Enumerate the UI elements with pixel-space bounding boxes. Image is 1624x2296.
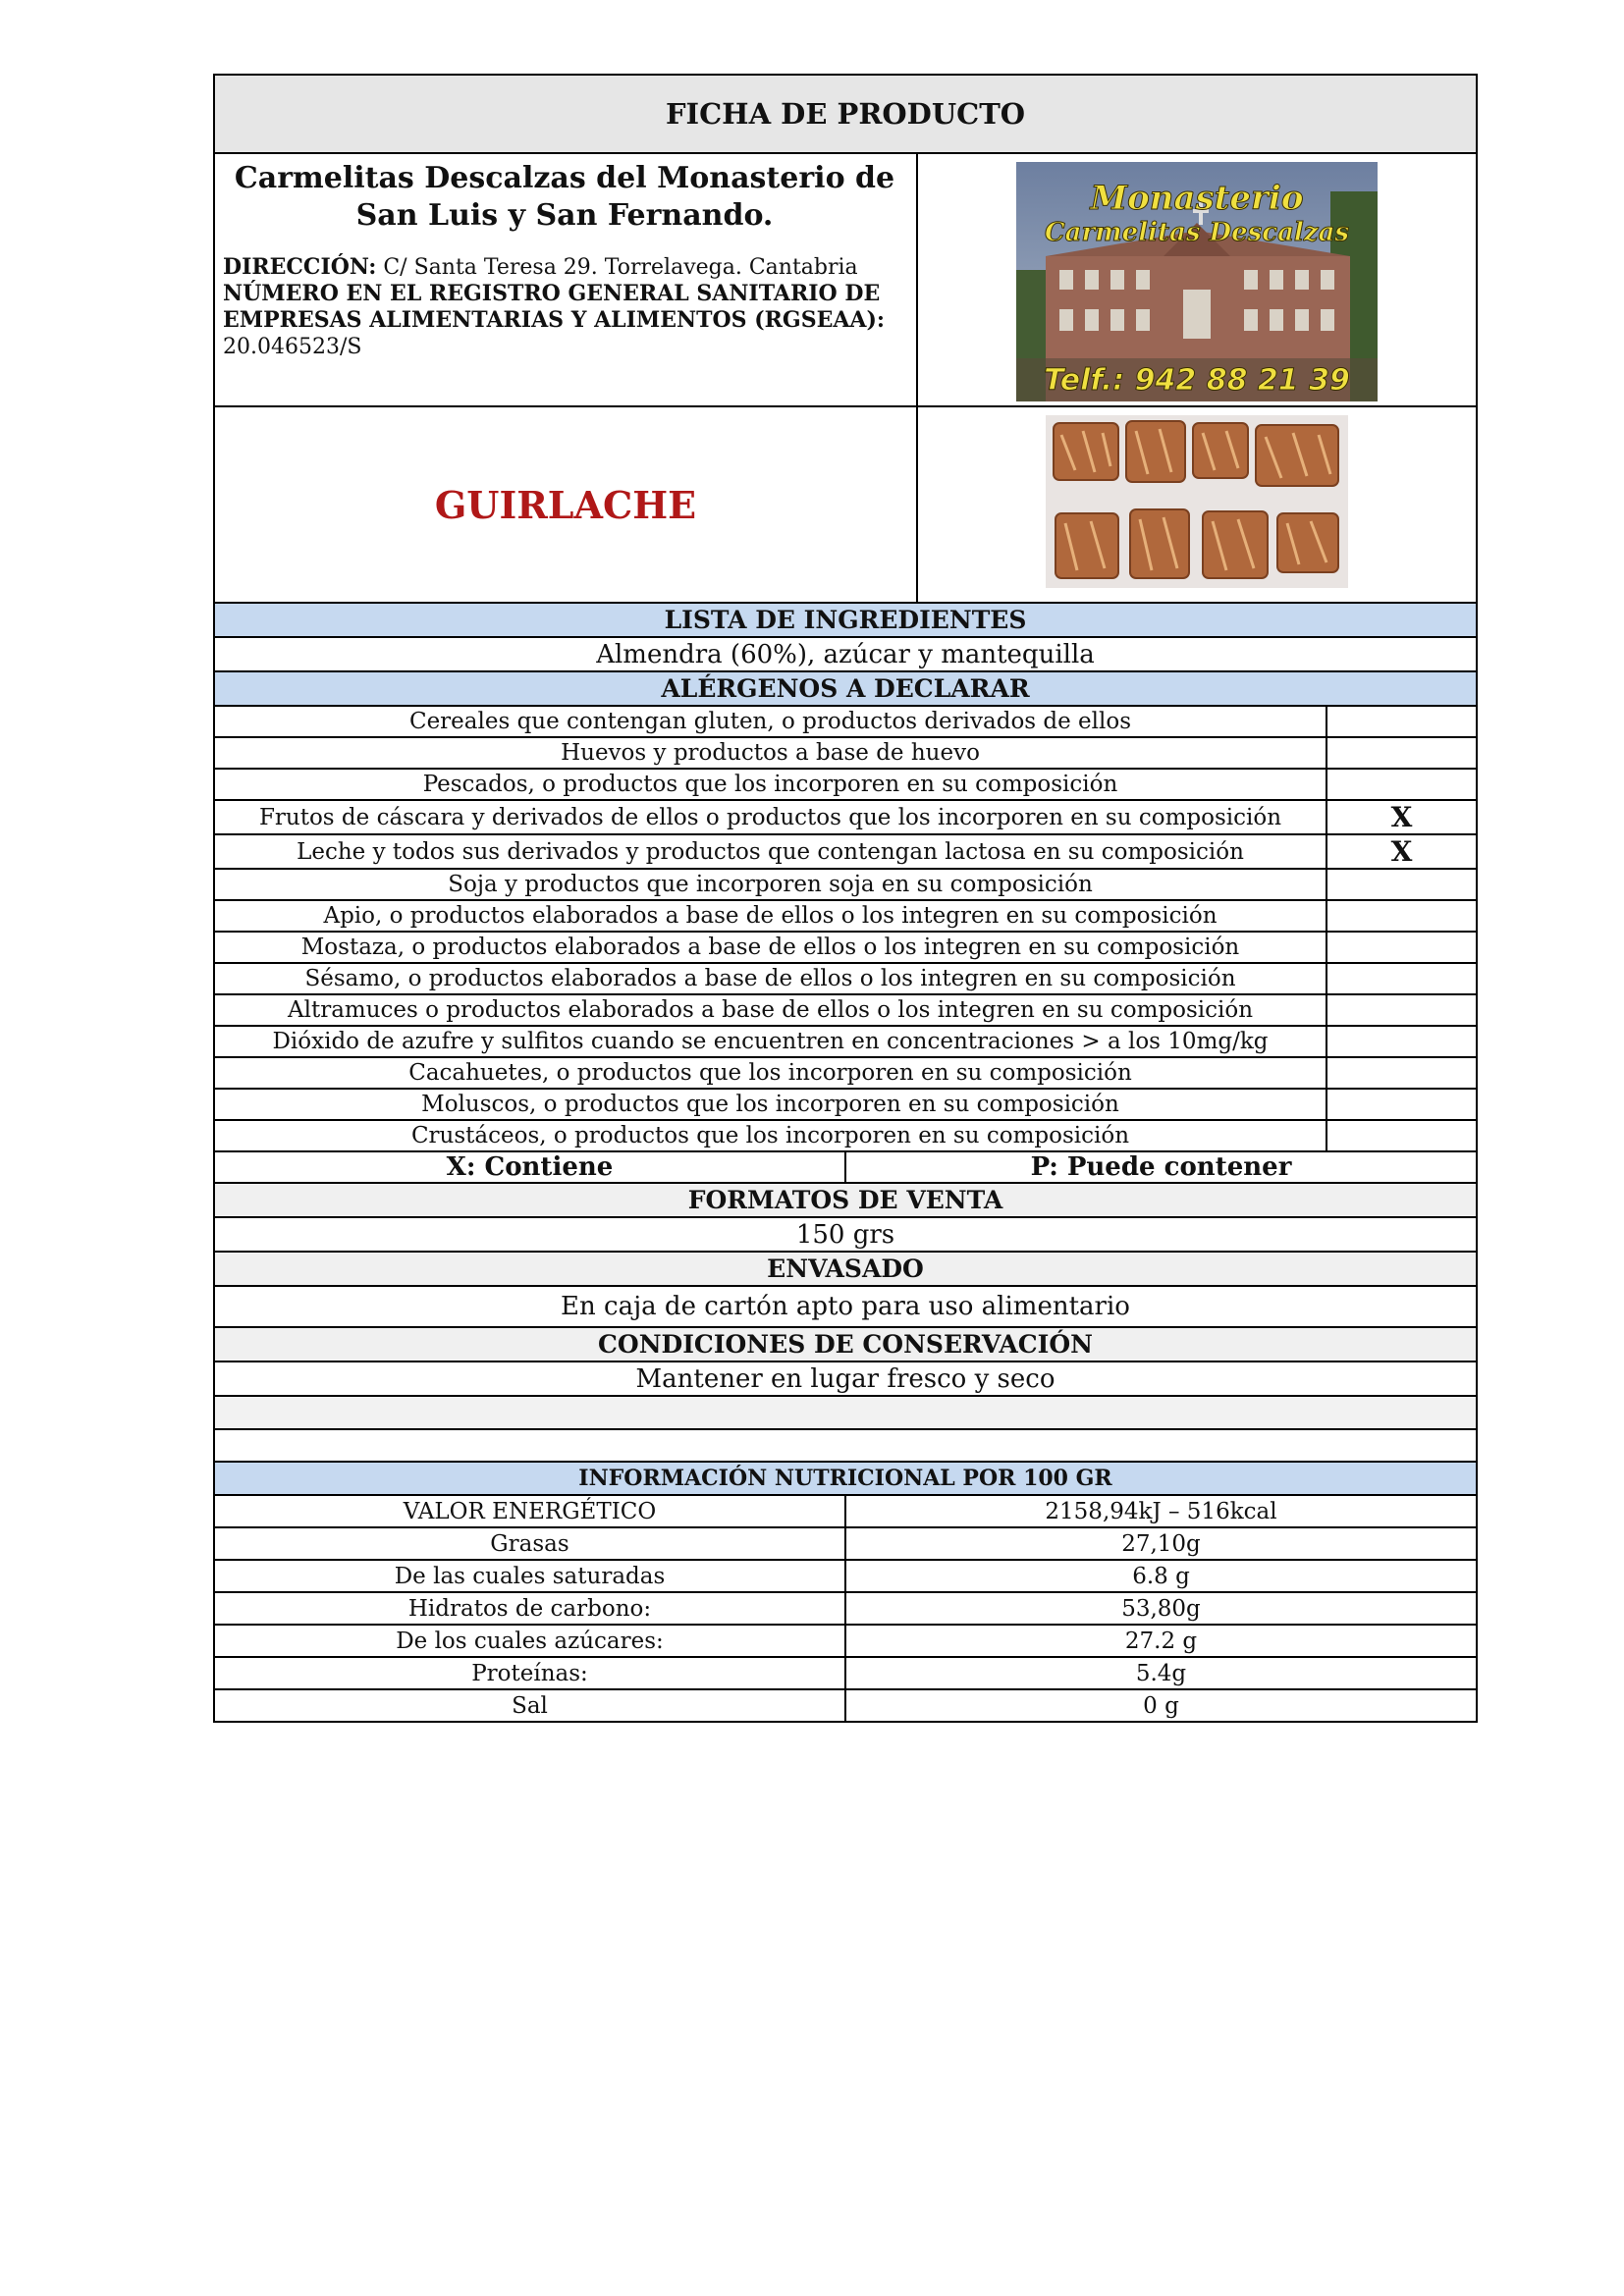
allergen-mark	[1326, 1120, 1477, 1151]
nutrition-label: De los cuales azúcares:	[214, 1625, 845, 1657]
address-value: C/ Santa Teresa 29. Torrelavega. Cantabria	[383, 255, 858, 280]
nutrition-row	[214, 1592, 1477, 1625]
allergen-label: Altramuces o productos elaborados a base de ellos o los integren en su composición	[214, 994, 1326, 1026]
allergen-row	[214, 963, 1477, 994]
logo-cell	[917, 153, 1477, 406]
nutrition-value: 6.8 g	[845, 1560, 1477, 1592]
company-info	[214, 153, 917, 406]
allergen-label: Apio, o productos elaborados a base de ellos o los integren en su composición	[214, 900, 1326, 932]
legend-may-contain: P: Puede contener	[845, 1151, 1477, 1183]
nutrition-label: Grasas	[214, 1527, 845, 1560]
storage-heading: CONDICIONES DE CONSERVACIÓN	[214, 1327, 1477, 1362]
ingredients-text: Almendra (60%), azúcar y mantequilla	[214, 637, 1477, 671]
allergen-mark	[1326, 1089, 1477, 1120]
allergen-mark	[1326, 769, 1477, 800]
allergen-mark	[1326, 994, 1477, 1026]
allergen-label: Cereales que contengan gluten, o productos derivados de ellos	[214, 706, 1326, 737]
sheet-title: FICHA DE PRODUCTO	[214, 75, 1477, 153]
allergen-label: Moluscos, o productos que los incorporen en su composición	[214, 1089, 1326, 1120]
nutrition-value: 27.2 g	[845, 1625, 1477, 1657]
monastery-logo-image	[1016, 162, 1378, 401]
allergen-mark	[1326, 932, 1477, 963]
allergen-row	[214, 900, 1477, 932]
allergen-mark	[1326, 869, 1477, 900]
registry-label: NÚMERO EN EL REGISTRO GENERAL SANITARIO DE EMPRESAS ALIMENTARIAS Y ALIMENTOS (RGSEAA):	[223, 281, 886, 333]
product-name: GUIRLACHE	[214, 406, 917, 603]
allergen-row	[214, 869, 1477, 900]
nutrition-row	[214, 1689, 1477, 1722]
allergen-row	[214, 932, 1477, 963]
company-name: Carmelitas Descalzas del Monasterio de San Luis y San Fernando.	[234, 161, 895, 233]
allergens-heading: ALÉRGENOS A DECLARAR	[214, 671, 1477, 706]
allergen-label: Mostaza, o productos elaborados a base de ellos o los integren en su composición	[214, 932, 1326, 963]
product-photo	[1046, 415, 1348, 588]
allergen-label: Leche y todos sus derivados y productos que contengan lactosa en su composición	[214, 834, 1326, 869]
formats-text: 150 grs	[214, 1217, 1477, 1252]
allergen-row	[214, 834, 1477, 869]
address-label: DIRECCIÓN:	[223, 254, 377, 280]
product-sheet-table	[213, 74, 1478, 1723]
packaging-text: En caja de cartón apto para uso alimentario	[214, 1286, 1477, 1327]
blank-row	[214, 1429, 1477, 1462]
allergen-label: Crustáceos, o productos que los incorporen en su composición	[214, 1120, 1326, 1151]
allergen-mark	[1326, 900, 1477, 932]
company-address	[223, 254, 906, 281]
allergen-label: Soja y productos que incorporen soja en su composición	[214, 869, 1326, 900]
logo-title-line1: Monasterio	[1090, 179, 1304, 218]
nutrition-row	[214, 1527, 1477, 1560]
allergen-mark: X	[1326, 800, 1477, 834]
allergen-label: Sésamo, o productos elaborados a base de ellos o los integren en su composición	[214, 963, 1326, 994]
nutrition-value: 27,10g	[845, 1527, 1477, 1560]
allergen-label: Cacahuetes, o productos que los incorporen en su composición	[214, 1057, 1326, 1089]
nutrition-value: 5.4g	[845, 1657, 1477, 1689]
nutrition-heading: INFORMACIÓN NUTRICIONAL POR 100 GR	[214, 1462, 1477, 1495]
registry-value: 20.046523/S	[223, 335, 362, 359]
nutrition-label: De las cuales saturadas	[214, 1560, 845, 1592]
allergen-mark: X	[1326, 834, 1477, 869]
allergen-mark	[1326, 737, 1477, 769]
allergen-mark	[1326, 706, 1477, 737]
blank-row	[214, 1396, 1477, 1429]
allergen-row	[214, 706, 1477, 737]
storage-text: Mantener en lugar fresco y seco	[214, 1362, 1477, 1396]
allergen-mark	[1326, 963, 1477, 994]
company-registry	[223, 281, 906, 360]
allergen-row	[214, 800, 1477, 834]
nutrition-value: 2158,94kJ – 516kcal	[845, 1495, 1477, 1527]
nutrition-label: Sal	[214, 1689, 845, 1722]
allergen-label: Huevos y productos a base de huevo	[214, 737, 1326, 769]
allergen-row	[214, 994, 1477, 1026]
allergen-row	[214, 1057, 1477, 1089]
ingredients-heading: LISTA DE INGREDIENTES	[214, 603, 1477, 637]
nutrition-row	[214, 1560, 1477, 1592]
packaging-heading: ENVASADO	[214, 1252, 1477, 1286]
legend-contains: X: Contiene	[214, 1151, 845, 1183]
nutrition-label: Proteínas:	[214, 1657, 845, 1689]
nutrition-label: Hidratos de carbono:	[214, 1592, 845, 1625]
allergen-row	[214, 1120, 1477, 1151]
nutrition-value: 53,80g	[845, 1592, 1477, 1625]
allergen-label: Frutos de cáscara y derivados de ellos o productos que los incorporen en su composición	[214, 800, 1326, 834]
allergen-label: Dióxido de azufre y sulfitos cuando se encuentren en concentraciones > a los 10mg/kg	[214, 1026, 1326, 1057]
nutrition-row	[214, 1495, 1477, 1527]
formats-heading: FORMATOS DE VENTA	[214, 1183, 1477, 1217]
allergen-mark	[1326, 1026, 1477, 1057]
allergen-row	[214, 737, 1477, 769]
product-photo-cell	[917, 406, 1477, 603]
logo-phone: Telf.: 942 88 21 39	[1044, 363, 1350, 398]
nutrition-label: VALOR ENERGÉTICO	[214, 1495, 845, 1527]
nutrition-row	[214, 1657, 1477, 1689]
allergen-legend	[214, 1151, 1477, 1183]
nutrition-value: 0 g	[845, 1689, 1477, 1722]
logo-title-line2: Carmelitas Descalzas	[1044, 218, 1350, 247]
allergen-row	[214, 769, 1477, 800]
allergen-mark	[1326, 1057, 1477, 1089]
allergen-row	[214, 1026, 1477, 1057]
nutrition-row	[214, 1625, 1477, 1657]
allergen-label: Pescados, o productos que los incorporen en su composición	[214, 769, 1326, 800]
product-sheet	[213, 74, 1476, 1723]
allergen-row	[214, 1089, 1477, 1120]
